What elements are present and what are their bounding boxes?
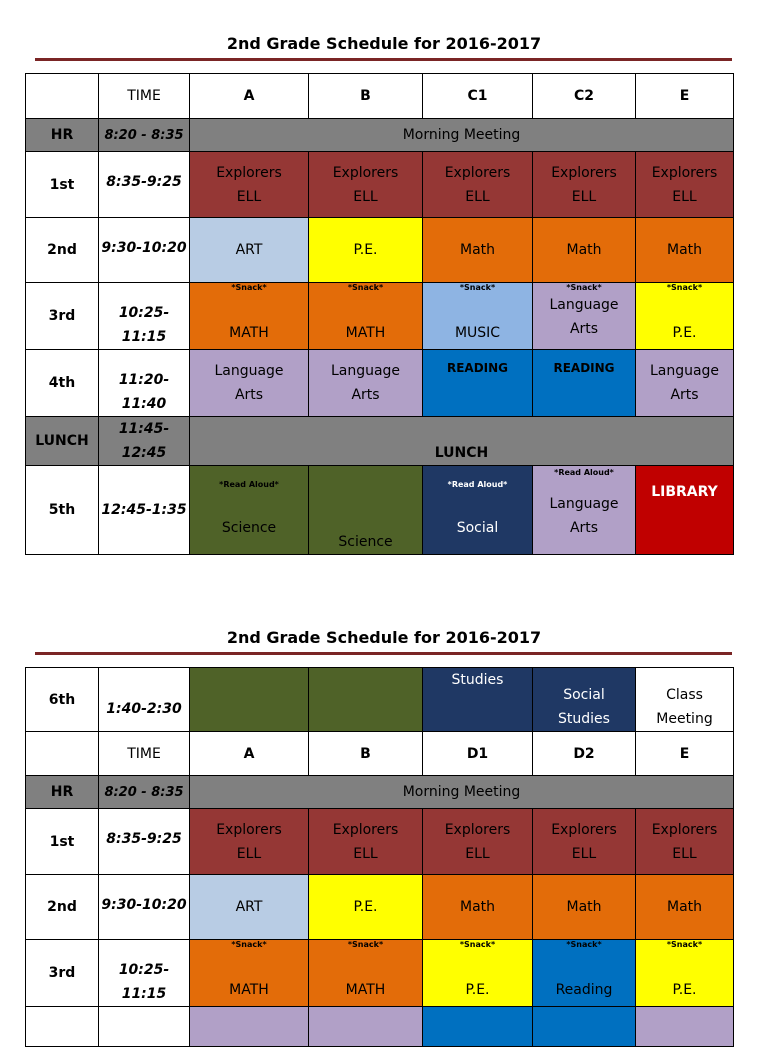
table-row xyxy=(26,466,734,555)
page-title: 2nd Grade Schedule for 2016-2017 xyxy=(226,34,542,53)
activity-cell: P.E. xyxy=(309,875,423,940)
activity-cell xyxy=(636,809,734,875)
activity-line: Arts xyxy=(569,321,599,337)
snack-note: *Snack* xyxy=(459,283,496,292)
activity-line: Reading xyxy=(555,982,613,998)
corner-cell xyxy=(26,74,99,119)
table-row xyxy=(26,152,734,218)
activity-cell xyxy=(533,809,636,875)
period-label: HR xyxy=(26,776,99,809)
activity-line: Language xyxy=(549,297,619,313)
activity-line: Explorers xyxy=(651,821,718,838)
table-row xyxy=(26,809,734,875)
activity-line: Class xyxy=(666,687,703,703)
snack-note: *Snack* xyxy=(459,940,496,949)
period-label: 4th xyxy=(26,350,99,417)
period-label: LUNCH xyxy=(26,417,99,466)
activity-line: Meeting xyxy=(656,711,713,727)
snack-note: *Snack* xyxy=(231,940,267,949)
activity-line: ELL xyxy=(465,845,490,862)
activity-line: ELL xyxy=(571,845,597,862)
activity-cell xyxy=(533,466,636,555)
activity-line: P.E. xyxy=(465,982,490,998)
activity-line: MUSIC xyxy=(454,325,501,341)
activity-line: ELL xyxy=(571,188,597,205)
activity-line: Explorers xyxy=(216,821,282,838)
column-header: A xyxy=(190,732,309,776)
activity-line: Explorers xyxy=(651,164,718,181)
activity-cell xyxy=(533,152,636,218)
activity-cell xyxy=(190,940,309,1007)
column-header: C2 xyxy=(533,74,636,119)
activity-cell xyxy=(423,940,533,1007)
activity-cell xyxy=(533,1007,636,1047)
activity-line: MATH xyxy=(345,982,386,998)
header-row xyxy=(26,74,734,119)
table-row xyxy=(26,668,734,732)
activity-line: ELL xyxy=(672,845,697,862)
activity-line: Language xyxy=(549,496,619,512)
activity-cell xyxy=(636,1007,734,1047)
activity-cell xyxy=(309,1007,423,1047)
title-rule xyxy=(35,652,732,655)
activity-cell: Math xyxy=(423,875,533,940)
activity-line: ELL xyxy=(236,188,262,205)
activity-cell xyxy=(190,283,309,350)
activity-cell xyxy=(309,283,423,350)
activity-line: Studies xyxy=(558,711,610,727)
activity-cell: ART xyxy=(190,875,309,940)
time-cell: 10:25-11:15 xyxy=(99,283,190,350)
activity-cell: P.E. xyxy=(309,218,423,283)
activity-cell: Math xyxy=(636,875,734,940)
activity-line: Arts xyxy=(569,520,599,536)
snack-note: *Snack* xyxy=(566,940,602,949)
time-cell: 8:20 - 8:35 xyxy=(99,119,190,152)
activity-cell: ART xyxy=(190,218,309,283)
activity-line: MATH xyxy=(345,325,386,341)
corner-cell xyxy=(26,732,99,776)
time-cell: 10:25-11:15 xyxy=(99,940,190,1007)
header-row xyxy=(26,732,734,776)
activity-cell xyxy=(190,809,309,875)
activity-cell: Math xyxy=(533,218,636,283)
snack-note: *Snack* xyxy=(666,940,703,949)
activity-cell xyxy=(533,668,636,732)
activity-cell xyxy=(423,1007,533,1047)
activity-cell: LIBRARY xyxy=(636,466,734,555)
period-label: 3rd xyxy=(26,283,99,350)
title-rule xyxy=(35,58,732,61)
activity-line: Science xyxy=(221,520,277,536)
activity-cell xyxy=(190,152,309,218)
activity-line: ELL xyxy=(672,188,697,205)
activity-cell xyxy=(636,940,734,1007)
activity-line: MATH xyxy=(229,982,269,998)
activity-cell: Science xyxy=(309,466,423,555)
activity-line: Explorers xyxy=(444,821,511,838)
activity-cell xyxy=(636,152,734,218)
activity-cell xyxy=(533,283,636,350)
activity-cell xyxy=(423,466,533,555)
schedule-table xyxy=(25,73,734,555)
activity-line: Explorers xyxy=(551,821,617,838)
activity-cell xyxy=(309,350,423,417)
period-label: 3rd xyxy=(26,940,99,1007)
activity-line: Arts xyxy=(351,387,380,403)
activity-cell xyxy=(309,940,423,1007)
activity-cell xyxy=(636,668,734,732)
schedule-table xyxy=(25,667,734,1047)
activity-line: Explorers xyxy=(444,164,511,181)
snack-note: *Snack* xyxy=(666,283,703,292)
read-aloud-note: *Read Aloud* xyxy=(219,480,279,489)
period-label xyxy=(26,1007,99,1047)
activity-line: P.E. xyxy=(672,982,697,998)
activity-line: ELL xyxy=(465,188,490,205)
period-label: 5th xyxy=(26,466,99,555)
activity-cell: Math xyxy=(423,218,533,283)
activity-line: ELL xyxy=(353,188,378,205)
activity-line: Explorers xyxy=(332,821,399,838)
column-header: A xyxy=(190,74,309,119)
activity-line: ELL xyxy=(236,845,262,862)
activity-cell xyxy=(190,350,309,417)
activity-cell xyxy=(423,809,533,875)
activity-line: Arts xyxy=(670,387,699,403)
table-row xyxy=(26,119,734,152)
activity-cell: READING xyxy=(533,350,636,417)
time-cell: 9:30-10:20 xyxy=(99,218,190,283)
time-cell: 8:20 - 8:35 xyxy=(99,776,190,809)
snack-note: *Snack* xyxy=(231,283,267,292)
activity-line: Language xyxy=(330,363,401,379)
page-title: 2nd Grade Schedule for 2016-2017 xyxy=(226,628,542,647)
period-label: 2nd xyxy=(26,218,99,283)
read-aloud-note: *Read Aloud* xyxy=(447,480,508,489)
activity-line: Social xyxy=(563,687,605,703)
activity-line: Explorers xyxy=(332,164,399,181)
activity-line: Arts xyxy=(234,387,264,403)
activity-cell xyxy=(309,668,423,732)
read-aloud-note: *Read Aloud* xyxy=(554,468,614,477)
column-header: E xyxy=(636,74,734,119)
table-row xyxy=(26,350,734,417)
activity-cell xyxy=(533,940,636,1007)
activity-line: Social xyxy=(456,520,499,536)
activity-cell: Math xyxy=(636,218,734,283)
period-label: HR xyxy=(26,119,99,152)
activity-cell: Morning Meeting xyxy=(190,776,734,809)
table-row xyxy=(26,218,734,283)
activity-cell: READING xyxy=(423,350,533,417)
activity-line: Language xyxy=(214,363,284,379)
activity-cell xyxy=(636,350,734,417)
time-cell: 1:40-2:30 xyxy=(99,668,190,732)
period-label: 1st xyxy=(26,152,99,218)
activity-cell xyxy=(190,668,309,732)
activity-cell: Morning Meeting xyxy=(190,119,734,152)
activity-cell xyxy=(190,466,309,555)
table-row xyxy=(26,875,734,940)
activity-cell xyxy=(309,152,423,218)
time-cell: 8:35-9:25 xyxy=(99,152,190,218)
time-cell: 8:35-9:25 xyxy=(99,809,190,875)
activity-cell xyxy=(309,809,423,875)
table-row xyxy=(26,940,734,1007)
activity-line: Language xyxy=(649,363,720,379)
table-row xyxy=(26,1007,734,1047)
activity-cell: Math xyxy=(533,875,636,940)
period-label: 2nd xyxy=(26,875,99,940)
time-header: TIME xyxy=(99,74,190,119)
table-row xyxy=(26,776,734,809)
snack-note: *Snack* xyxy=(347,940,384,949)
activity-cell xyxy=(423,283,533,350)
activity-line: ELL xyxy=(353,845,378,862)
column-header: C1 xyxy=(423,74,533,119)
column-header: D2 xyxy=(533,732,636,776)
activity-line: Explorers xyxy=(216,164,282,181)
activity-line: P.E. xyxy=(672,325,697,341)
activity-cell: LUNCH xyxy=(190,417,734,466)
activity-line: MATH xyxy=(229,325,269,341)
time-cell: 11:45-12:45 xyxy=(99,417,190,466)
time-cell: 11:20-11:40 xyxy=(99,350,190,417)
activity-cell: Studies xyxy=(423,668,533,732)
time-header: TIME xyxy=(99,732,190,776)
period-label: 6th xyxy=(26,668,99,732)
time-cell: 12:45-1:35 xyxy=(99,466,190,555)
table-row xyxy=(26,283,734,350)
column-header: B xyxy=(309,74,423,119)
time-cell: 9:30-10:20 xyxy=(99,875,190,940)
column-header: D1 xyxy=(423,732,533,776)
activity-cell xyxy=(636,283,734,350)
activity-cell xyxy=(190,1007,309,1047)
snack-note: *Snack* xyxy=(566,283,602,292)
column-header: B xyxy=(309,732,423,776)
snack-note: *Snack* xyxy=(347,283,384,292)
activity-cell xyxy=(423,152,533,218)
column-header: E xyxy=(636,732,734,776)
time-cell xyxy=(99,1007,190,1047)
activity-line: Explorers xyxy=(551,164,617,181)
period-label: 1st xyxy=(26,809,99,875)
table-row xyxy=(26,417,734,466)
